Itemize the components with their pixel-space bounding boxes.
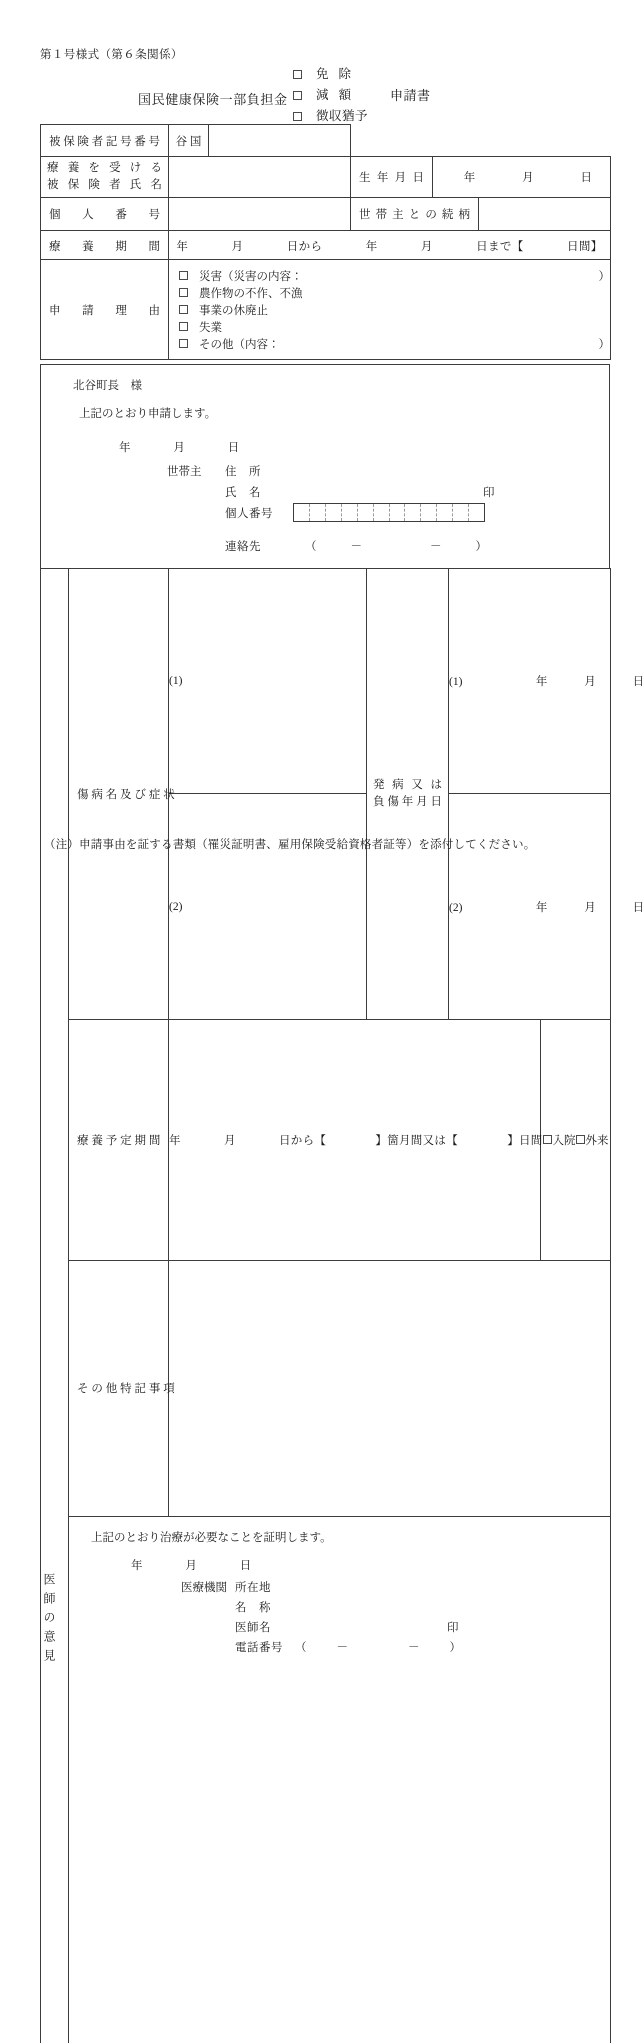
- label-onset-date: 発 病 又 は 負 傷 年 月 日: [367, 569, 449, 1020]
- tel-open-paren: （: [295, 1639, 307, 1655]
- label-inpatient: 入院: [553, 1135, 576, 1147]
- table-row-disease-1: [41, 569, 611, 794]
- option-label-deferment: 徴収猶予: [316, 106, 390, 127]
- declaration-date-month: 月: [173, 439, 185, 455]
- certification-date-year: 年: [131, 1557, 143, 1573]
- period-from-month: 月: [232, 238, 244, 254]
- mynumber-cell[interactable]: [342, 504, 358, 521]
- input-onset-date-1[interactable]: [449, 569, 611, 794]
- checkbox-reason-icon[interactable]: [179, 271, 188, 280]
- table-row-treatment-period: [41, 231, 611, 262]
- onset-1-day: 日: [633, 673, 644, 689]
- input-onset-date-2[interactable]: [449, 794, 611, 1019]
- reason-options-list: [169, 260, 610, 359]
- onset-1-year: 年: [536, 673, 548, 689]
- checkbox-reason-icon[interactable]: [179, 288, 188, 297]
- checkbox-reduction-icon[interactable]: [293, 91, 302, 100]
- input-symbol-number[interactable]: [209, 125, 351, 157]
- period-from-day: 日から: [287, 238, 323, 254]
- input-disease-1[interactable]: [169, 569, 367, 794]
- mynumber-cell[interactable]: [421, 504, 437, 521]
- declaration-block: [40, 364, 610, 570]
- table-row-doctor-certification: [41, 1517, 611, 2043]
- mynumber-cell[interactable]: [358, 504, 374, 521]
- title-block: [130, 64, 600, 116]
- reason-option-5[interactable]: [179, 335, 610, 352]
- treat-days-unit: 】日間: [507, 1132, 542, 1148]
- declaration-date[interactable]: [119, 439, 239, 455]
- form-number: 第１号様式（第６条関係）: [40, 46, 183, 62]
- input-birthdate[interactable]: [433, 157, 611, 198]
- table-row-other-notes: [41, 1260, 611, 1516]
- birth-month-label: 月: [522, 169, 534, 185]
- disease-2-number: (2): [169, 901, 182, 913]
- treat-months-unit: 】箇月間又は【: [375, 1132, 458, 1148]
- period-to-year: 年: [366, 238, 378, 254]
- tel-dash-2: －: [408, 1639, 420, 1655]
- mynumber-cell[interactable]: [453, 504, 469, 521]
- table-row-reason: [41, 260, 611, 360]
- declaration-cell: [41, 365, 610, 570]
- certification-date-day: 日: [240, 1557, 252, 1573]
- label-birthdate: 生 年 月 日: [351, 157, 433, 198]
- certification-date-month: 月: [185, 1557, 197, 1573]
- row-contact: [167, 535, 495, 556]
- contact-close-paren: ）: [476, 538, 488, 554]
- row-doctor-name: [181, 1617, 461, 1637]
- label-outpatient: 外来: [586, 1135, 609, 1147]
- onset-2-day: 日: [633, 899, 644, 915]
- input-other-notes[interactable]: [169, 1260, 611, 1516]
- onset-1-month: 月: [584, 673, 596, 689]
- label-mynumber: 個 人 番 号: [41, 198, 169, 231]
- mynumber-cell[interactable]: [310, 504, 326, 521]
- treat-year: 年: [169, 1132, 181, 1148]
- disease-1-number: (1): [169, 675, 182, 687]
- value-symbol-prefix: 谷 国: [169, 125, 209, 157]
- option-row-reduction[interactable]: [293, 85, 593, 106]
- treat-from: 日から【: [279, 1132, 326, 1148]
- name-label: 氏 名: [225, 484, 287, 500]
- institution-name-label: 名 称: [235, 1599, 295, 1615]
- label-treatment-schedule: 療 養 予 定 期 間: [69, 1019, 169, 1260]
- reason-option-2[interactable]: [179, 284, 610, 301]
- reason-option-4[interactable]: [179, 318, 610, 335]
- address-label: 住 所: [225, 463, 287, 479]
- mynumber-cell[interactable]: [374, 504, 390, 521]
- application-reason-table: [40, 259, 611, 360]
- mynumber-label: 個人番号: [225, 505, 287, 521]
- checkbox-exemption-icon[interactable]: [293, 70, 302, 79]
- option-label-reduction: 減額: [316, 85, 390, 106]
- checkbox-inpatient-icon[interactable]: [543, 1135, 552, 1144]
- doctor-name-label: 医師名: [235, 1619, 295, 1635]
- checkbox-reason-icon[interactable]: [179, 339, 188, 348]
- certification-statement: 上記のとおり治療が必要なことを証明します。: [91, 1529, 332, 1545]
- application-type-options: [293, 64, 593, 127]
- location-label: 所在地: [235, 1579, 295, 1595]
- reason-option-close-paren: ）: [280, 336, 611, 352]
- mynumber-cell[interactable]: [294, 504, 310, 521]
- tel-dash-1: －: [337, 1639, 349, 1655]
- declaration-row: [41, 365, 610, 570]
- contact-dash-2: －: [430, 538, 442, 554]
- input-treatment-period[interactable]: [169, 231, 611, 262]
- mynumber-cell[interactable]: [437, 504, 453, 521]
- input-disease-2[interactable]: [169, 794, 367, 1019]
- seal-label: 印: [483, 484, 495, 500]
- householder-fields: [167, 460, 495, 556]
- mynumber-cell[interactable]: [390, 504, 406, 521]
- medical-institution-fields: [181, 1577, 461, 1657]
- tel-label: 電話番号: [235, 1639, 295, 1655]
- declaration-statement: 上記のとおり申請します。: [79, 405, 216, 421]
- footer-note: （注）申請事由を証する書類（罹災証明書、雇用保険受給資格者証等）を添付してください。: [44, 836, 535, 852]
- row-address: [167, 460, 495, 481]
- declaration-addressee: 北谷町長 様: [73, 377, 142, 393]
- onset-2-year: 年: [536, 899, 548, 915]
- label-disease-name: 傷 病 名 及 び 症 状: [69, 569, 169, 1020]
- mynumber-cell[interactable]: [405, 504, 421, 521]
- reason-option-close-paren: ）: [303, 268, 611, 284]
- doctor-certification-cell: [69, 1517, 611, 2043]
- input-admission-type[interactable]: [541, 1019, 611, 1260]
- label-relation-to-head: 世 帯 主 と の 続 柄: [351, 198, 479, 231]
- blank-top-right: [351, 125, 611, 157]
- doctor-opinion-table: [40, 568, 611, 2043]
- treat-month: 月: [224, 1132, 236, 1148]
- label-symbol-number: 被保険者記号番号: [41, 125, 169, 157]
- contact-dash-1: －: [351, 538, 363, 554]
- label-doctor-opinion-vertical: 医師の意見: [41, 569, 69, 2043]
- table-row-treatment-schedule: [41, 1019, 611, 1260]
- table-row-insured-name: [41, 157, 611, 198]
- period-to-day: 日まで【: [476, 238, 524, 254]
- form-page: [0, 0, 630, 903]
- label-treatment-period: 療 養 期 間: [41, 231, 169, 262]
- mynumber-cell[interactable]: [326, 504, 342, 521]
- row-institution-name: [181, 1597, 461, 1617]
- reason-option-3[interactable]: [179, 301, 610, 318]
- row-mynumber: [167, 502, 495, 523]
- row-doctor-tel: [181, 1637, 461, 1657]
- reason-options-cell: [169, 260, 611, 360]
- row-institution-location: [181, 1577, 461, 1597]
- birth-year-label: 年: [464, 169, 476, 185]
- form-title: 国民健康保険一部負担金: [138, 89, 288, 108]
- contact-label: 連絡先: [225, 538, 287, 554]
- checkbox-outpatient-icon[interactable]: [576, 1135, 585, 1144]
- table-row-mynumber: [41, 198, 611, 231]
- reason-option-label: 災害（災害の内容：: [199, 268, 303, 284]
- row-name: [167, 481, 495, 502]
- reason-option-label: 失業: [199, 319, 222, 335]
- declaration-date-day: 日: [228, 439, 240, 455]
- option-label-exemption: 免除: [316, 64, 390, 85]
- declaration-date-year: 年: [119, 439, 131, 455]
- input-insured-name[interactable]: [169, 157, 351, 198]
- institution-label: 医療機関: [181, 1579, 235, 1595]
- onset-2-number: (2): [449, 902, 495, 914]
- mynumber-cell[interactable]: [469, 504, 484, 521]
- onset-2-month: 月: [584, 899, 596, 915]
- reason-option-1[interactable]: [179, 267, 610, 284]
- input-relation-to-head[interactable]: [479, 198, 611, 231]
- contact-open-paren: （: [305, 538, 317, 554]
- tel-close-paren: ）: [450, 1639, 462, 1655]
- checkbox-deferment-icon[interactable]: [293, 112, 302, 121]
- checkbox-reason-icon[interactable]: [179, 305, 188, 314]
- label-other-notes: そ の 他 特 記 事 項: [69, 1260, 169, 1516]
- onset-1-number: (1): [449, 676, 495, 688]
- input-treatment-schedule[interactable]: [169, 1019, 541, 1260]
- reason-option-label: 農作物の不作、不漁: [199, 285, 303, 301]
- birth-day-label: 日: [581, 169, 593, 185]
- reason-option-label: その他（内容：: [199, 336, 280, 352]
- householder-label: 世帯主: [167, 463, 225, 479]
- checkbox-reason-icon[interactable]: [179, 322, 188, 331]
- period-days-unit: 日間】: [567, 238, 603, 254]
- period-from-year: 年: [176, 238, 188, 254]
- reason-option-label: 事業の休廃止: [199, 302, 268, 318]
- doctor-seal-label: 印: [447, 1619, 459, 1635]
- mynumber-cells-declaration[interactable]: [293, 503, 485, 522]
- option-row-exemption[interactable]: [293, 64, 593, 85]
- label-application-reason: 申 請 理 由: [41, 260, 169, 360]
- table-row-symbol-number: [41, 125, 611, 157]
- period-to-month: 月: [421, 238, 433, 254]
- form-title-suffix: 申請書: [390, 85, 431, 106]
- certification-date[interactable]: [131, 1557, 251, 1573]
- label-insured-name: 療 養 を 受 け る 被 保 険 者 氏 名: [41, 157, 169, 198]
- input-mynumber-grid[interactable]: [169, 198, 351, 231]
- insured-person-table: [40, 124, 611, 262]
